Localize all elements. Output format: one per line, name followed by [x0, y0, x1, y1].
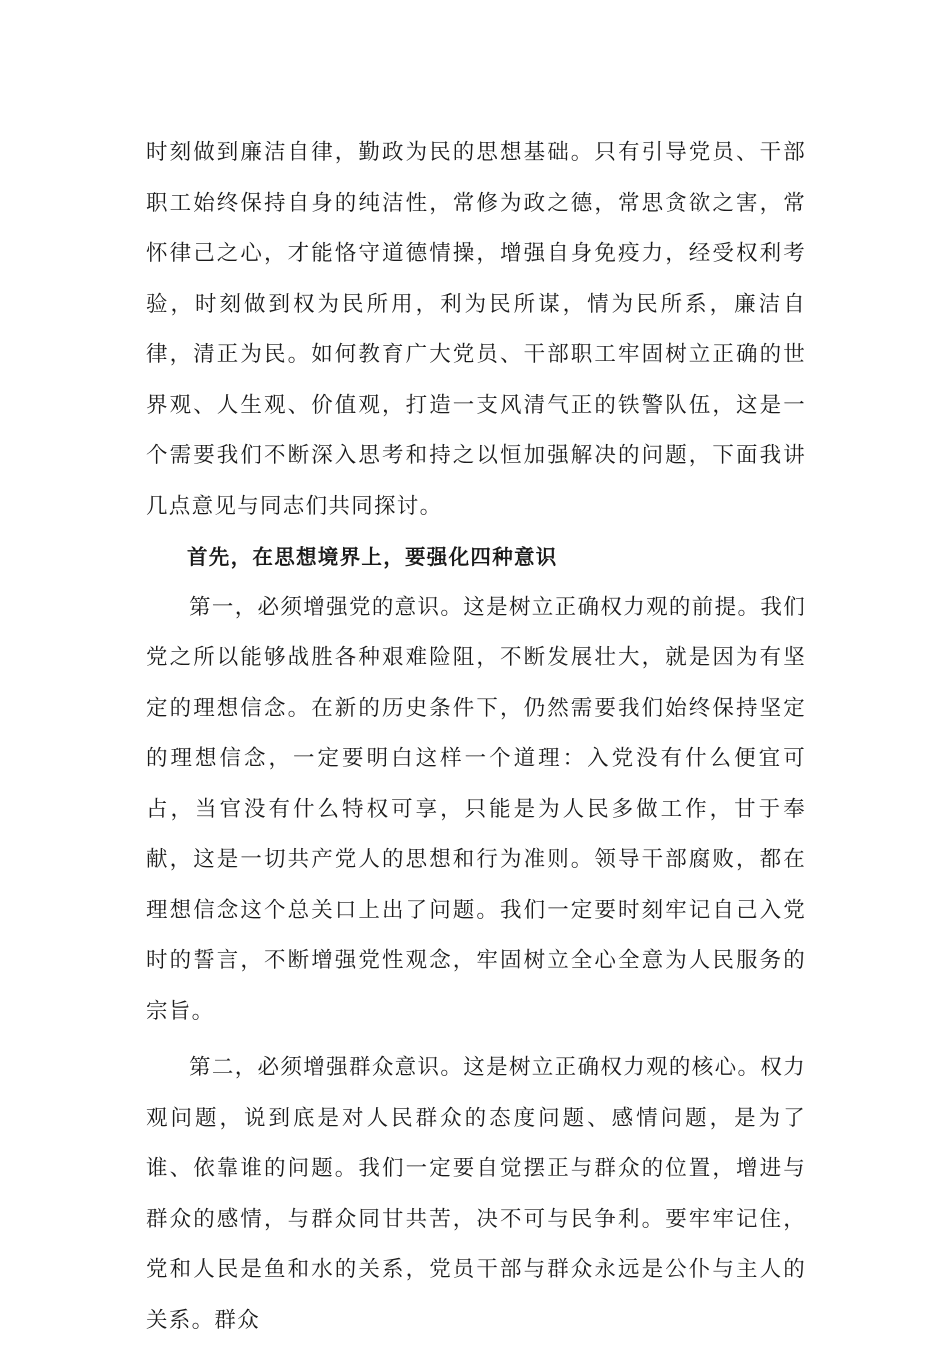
paragraph-intro: 时刻做到廉洁自律，勤政为民的思想基础。只有引导党员、干部职工始终保持自身的纯洁性，常修为政之德，常思贪欲之害，常怀律己之心，才能恪守道德情操，增强自身免疫力，经受权利考验，时刻做到权为民所用，利为民所谋，情为民所系，廉洁自律，清正为民。如何教育广大党员、干部职工牢固树立正确的世界观、人生观、价值观，打造一支风清气正的铁警队伍，这是一个需要我们不断深入思考和持之以恒加强解决的问题，下面我讲几点意见与同志们共同探讨。	[146, 140, 806, 519]
paragraph-party-awareness: 第一，必须增强党的意识。这是树立正确权力观的前提。我们党之所以能够战胜各种艰难险阻，不断发展壮大，就是因为有坚定的理想信念。在新的历史条件下，仍然需要我们始终保持坚定的理想信念，一定要明白这样一个道理：入党没有什么便宜可占，当官没有什么特权可享，只能是为人民多做工作，甘于奉献，这是一切共产党人的思想和行为准则。领导干部腐败，都在理想信念这个总关口上出了问题。我们一定要时刻牢记自己入党时的誓言，不断增强党性观念，牢固树立全心全意为人民服务的宗旨。	[146, 594, 806, 1024]
section-heading: 首先，在思想境界上，要强化四种意识	[187, 545, 558, 569]
document-body	[146, 128, 806, 1346]
paragraph-mass-awareness: 第二，必须增强群众意识。这是树立正确权力观的核心。权力观问题，说到底是对人民群众的态度问题、感情问题，是为了谁、依靠谁的问题。我们一定要自觉摆正与群众的位置，增进与群众的感情，与群众同甘共苦，决不可与民争利。要牢牢记住，党和人民是鱼和水的关系，党员干部与群众永远是公仆与主人的关系。群众	[146, 1055, 806, 1333]
